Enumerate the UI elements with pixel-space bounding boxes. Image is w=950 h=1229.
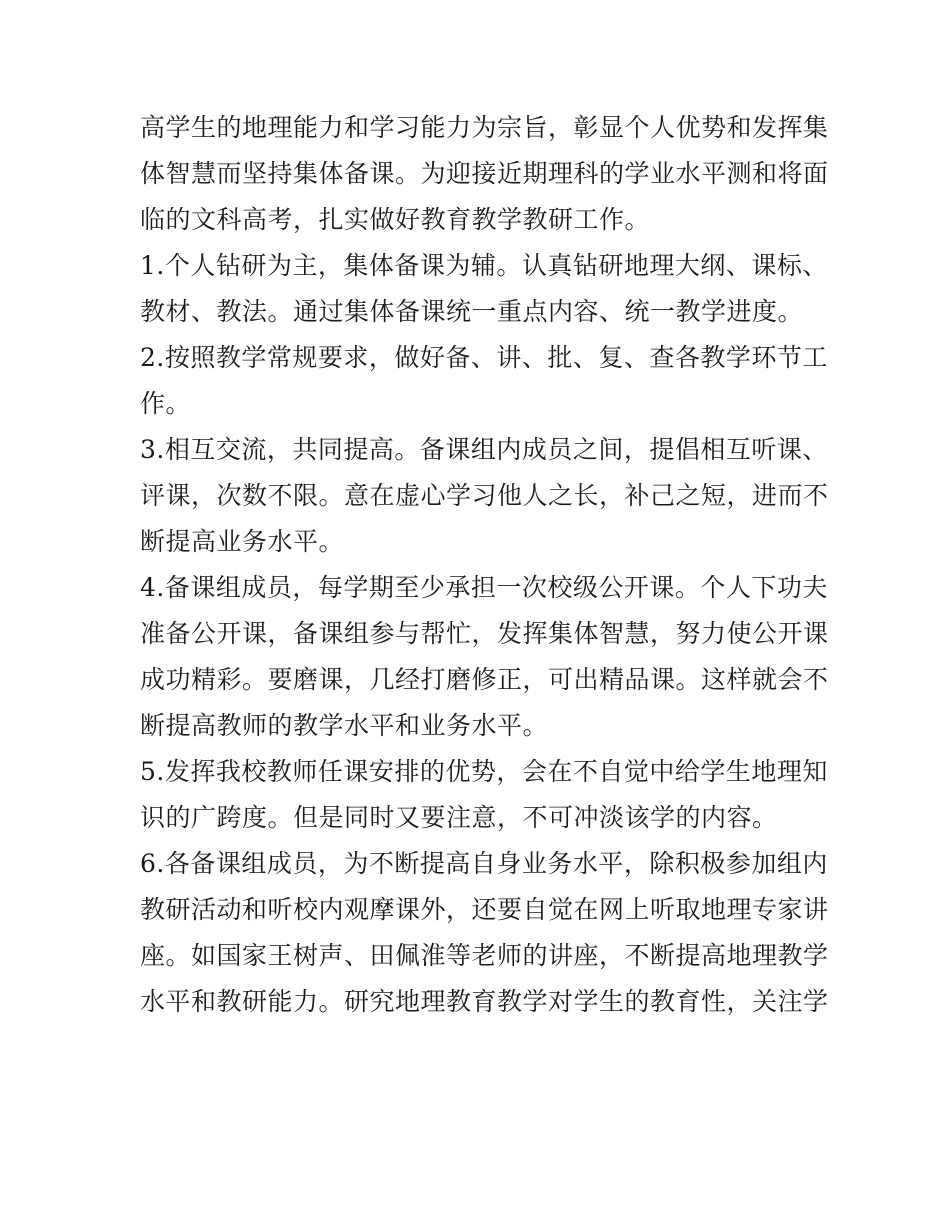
list-item-3: 3.相互交流，共同提高。备课组内成员之间，提倡相互听课、 — [140, 435, 828, 464]
list-item-1: 1.个人钻研为主，集体备课为辅。认真钻研地理大纲、课标、 — [140, 251, 828, 280]
text-line: 临的文科高考，扎实做好教育教学教研工作。 — [140, 205, 651, 234]
text-line: 识的广跨度。但是同时又要注意，不可冲淡该学的内容。 — [140, 803, 778, 832]
text-line: 教研活动和听校内观摩课外，还要自觉在网上听取地理专家讲 — [140, 895, 829, 924]
text-line: 体智慧而坚持集体备课。为迎接近期理科的学业水平测和将面 — [140, 159, 829, 188]
text-line: 高学生的地理能力和学习能力为宗旨，彰显个人优势和发挥集 — [140, 113, 829, 142]
text-line: 水平和教研能力。研究地理教育教学对学生的教育性，关注学 — [140, 987, 829, 1016]
text-line: 作。 — [140, 389, 192, 418]
document-body — [140, 105, 829, 1025]
list-item-4: 4.备课组成员，每学期至少承担一次校级公开课。个人下功夫 — [140, 573, 828, 602]
text-line: 座。如国家王树声、田佩淮等老师的讲座，不断提高地理教学 — [140, 941, 829, 970]
list-item-5: 5.发挥我校教师任课安排的优势，会在不自觉中给学生地理知 — [140, 757, 828, 786]
text-line: 教材、教法。通过集体备课统一重点内容、统一教学进度。 — [140, 297, 804, 326]
list-item-2: 2.按照教学常规要求，做好备、讲、批、复、查各教学环节工 — [140, 343, 828, 372]
text-line: 断提高业务水平。 — [140, 527, 345, 556]
text-line: 断提高教师的教学水平和业务水平。 — [140, 711, 549, 740]
list-item-6: 6.各备课组成员，为不断提高自身业务水平，除积极参加组内 — [140, 849, 828, 878]
text-line: 准备公开课，备课组参与帮忙，发挥集体智慧，努力使公开课 — [140, 619, 829, 648]
text-line: 评课，次数不限。意在虚心学习他人之长，补己之短，进而不 — [140, 481, 829, 510]
text-line: 成功精彩。要磨课，几经打磨修正，可出精品课。这样就会不 — [140, 665, 829, 694]
